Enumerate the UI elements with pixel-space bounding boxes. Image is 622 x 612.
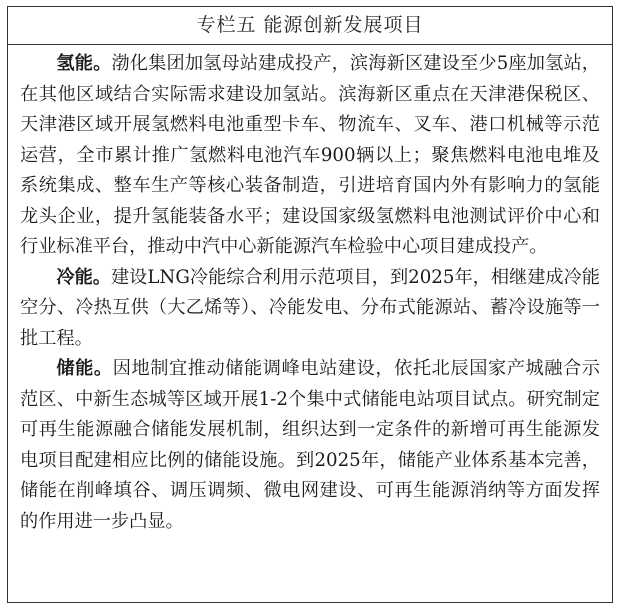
box-content xyxy=(8,45,612,537)
section-text-hydrogen: 渤化集团加氢母站建成投产，滨海新区建设至少5座加氢站，在其他区域结合实际需求建设加氢站。滨海新区重点在天津港保税区、天津港区域开展氢燃料电池重型卡车、物流车、叉车、港口机械等示范运营，全市累计推广氢燃料电池汽车900辆以上；聚焦燃料电池电堆及系统集成、整车生产等核心装备制造，引进培育国内外有影响力的氢能龙头企业，提升氢能装备水平；建设国家级氢燃料电池测试评价中心和行业标准平台，推动中汽中心新能源汽车检验中心项目建成投产。 xyxy=(20,53,600,257)
section-energy-storage xyxy=(20,354,600,537)
section-cold-energy xyxy=(20,263,600,355)
box-title: 专栏五 能源创新发展项目 xyxy=(8,7,612,45)
section-text-cold-energy: 建设LNG冷能综合利用示范项目，到2025年，相继建成冷能空分、冷热互供（大乙烯等）、冷能发电、分布式能源站、蓄冷设施等一批工程。 xyxy=(20,266,600,349)
section-label-energy-storage: 储能。 xyxy=(56,358,113,379)
section-text-energy-storage: 因地制宜推动储能调峰电站建设，依托北辰国家产城融合示范区、中新生态城等区域开展1-2个集中式储能电站项目试点。研究制定可再生能源融合储能发展机制，组织达到一定条件的新增可再生能源发电项目配建相应比例的储能设施。到2025年，储能产业体系基本完善，储能在削峰填谷、调压调频、微电网建设、可再生能源消纳等方面发挥的作用进一步凸显。 xyxy=(20,358,600,532)
section-hydrogen xyxy=(20,49,600,263)
section-label-cold-energy: 冷能。 xyxy=(56,266,111,288)
project-column-box xyxy=(7,6,613,603)
section-label-hydrogen: 氢能。 xyxy=(56,53,112,74)
